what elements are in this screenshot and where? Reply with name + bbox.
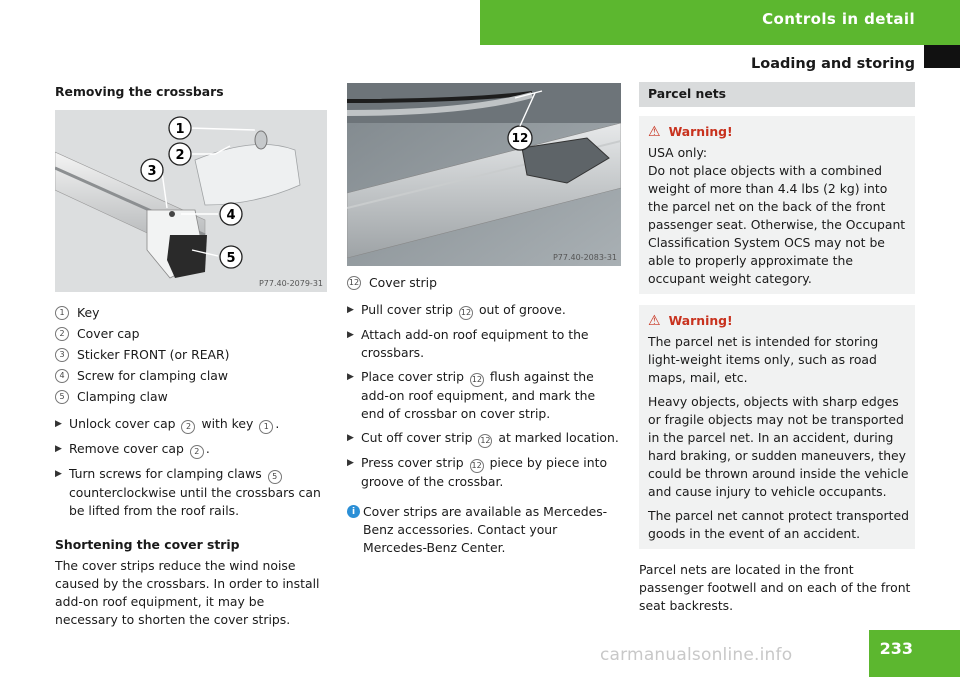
- warning-box-2: ⚠ Warning! The parcel net is intended for storing light-weight items only, such as road maps, mail, etc. Heavy objects, objects with sharp edges or fragile objects may not be transported in the parcel net. In an accident, during hard braking, or sudden maneuvers, they could be thrown around inside the vehicle and cause injury to vehicle occupants. The parcel net cannot protect transported goods in the event of an accident.: [639, 305, 915, 549]
- info-note: i Cover strips are available as Mercedes-Benz accessories. Contact your Mercedes-Benz Center.: [347, 503, 621, 557]
- figure-code: P77.40-2079-31: [258, 279, 323, 288]
- figure-code: P77.40-2083-31: [552, 253, 617, 262]
- arrow-icon: ▶: [55, 469, 62, 479]
- callout-3: 3: [147, 164, 157, 179]
- legend-item: 2 Cover cap: [55, 323, 327, 344]
- legend-item: 3 Sticker FRONT (or REAR): [55, 344, 327, 365]
- legend-list: [55, 302, 327, 407]
- legend-item: 4 Screw for clamping claw: [55, 365, 327, 386]
- info-icon: i: [347, 505, 360, 518]
- step-place-cover-strip: ▶ Place cover strip 12 flush against the add-on roof equipment, and mark the end of crossbar on cover strip.: [347, 369, 596, 421]
- column-left: [55, 80, 327, 629]
- arrow-icon: ▶: [55, 419, 62, 429]
- crossbar-illustration: [55, 110, 327, 292]
- step-press-cover-strip: ▶ Press cover strip 12 piece by piece into groove of the crossbar.: [347, 455, 608, 489]
- callout-2: 2: [175, 148, 185, 163]
- arrow-icon: ▶: [347, 372, 354, 382]
- watermark-text: carmanualsonline.info: [600, 645, 793, 665]
- legend-item: 12 Cover strip: [348, 274, 437, 290]
- arrow-icon: ▶: [347, 330, 354, 340]
- column-middle: [347, 83, 621, 563]
- callout-5: 5: [226, 251, 236, 266]
- chapter-title: Controls in detail: [762, 10, 915, 28]
- callout-12: 12: [511, 131, 529, 145]
- section-tab: [924, 45, 960, 68]
- step-remove-cover-cap: ▶ Remove cover cap 2 .: [55, 440, 327, 459]
- heading-shortening-cover-strip: Shortening the cover strip: [55, 537, 240, 552]
- parcel-nets-heading: Parcel nets: [639, 82, 915, 107]
- callout-4: 4: [226, 208, 236, 223]
- step-turn-screws: ▶ Turn screws for clamping claws 5 counterclockwise until the crossbars can be lifted from the roof rails.: [55, 466, 321, 518]
- section-title: Loading and storing: [751, 56, 915, 72]
- legend-item: 5 Clamping claw: [55, 386, 327, 407]
- warning-icon: ⚠: [648, 124, 661, 140]
- paragraph-cover-strips: The cover strips reduce the wind noise caused by the crossbars. In order to install add-on roof equipment, it may be necessary to shorten the cover strips.: [55, 558, 320, 627]
- figure-cover-strip: [347, 83, 621, 266]
- step-attach-equipment: ▶ Attach add-on roof equipment to the crossbars.: [347, 327, 589, 360]
- legend-item: 1 Key: [55, 302, 327, 323]
- page-number: 233: [869, 630, 960, 677]
- step-pull-cover-strip: ▶ Pull cover strip 12 out of groove.: [347, 301, 621, 320]
- column-right: [639, 80, 915, 615]
- heading-removing-crossbars: Removing the crossbars: [55, 84, 224, 99]
- warning-icon: ⚠: [648, 313, 661, 329]
- step-unlock-cover-cap: ▶ Unlock cover cap 2 with key 1 .: [55, 415, 327, 434]
- arrow-icon: ▶: [55, 444, 62, 454]
- arrow-icon: ▶: [347, 305, 354, 315]
- callout-1: 1: [175, 122, 185, 137]
- step-cut-cover-strip: ▶ Cut off cover strip 12 at marked location.: [347, 429, 621, 448]
- parcel-nets-paragraph: Parcel nets are located in the front passenger footwell and on each of the front seat backrests.: [639, 562, 911, 613]
- arrow-icon: ▶: [347, 458, 354, 468]
- figure-crossbar-removal: [55, 110, 327, 292]
- warning-box-1: ⚠ Warning! USA only: Do not place objects with a combined weight of more than 4.4 lbs (2 kg) into the parcel net on the back of the front passenger seat. Otherwise, the Occupant Classification System OCS may not be able to properly approximate the occupant weight category.: [639, 116, 915, 294]
- arrow-icon: ▶: [347, 433, 354, 443]
- legend-list: [347, 272, 621, 293]
- cover-strip-illustration: [347, 83, 621, 266]
